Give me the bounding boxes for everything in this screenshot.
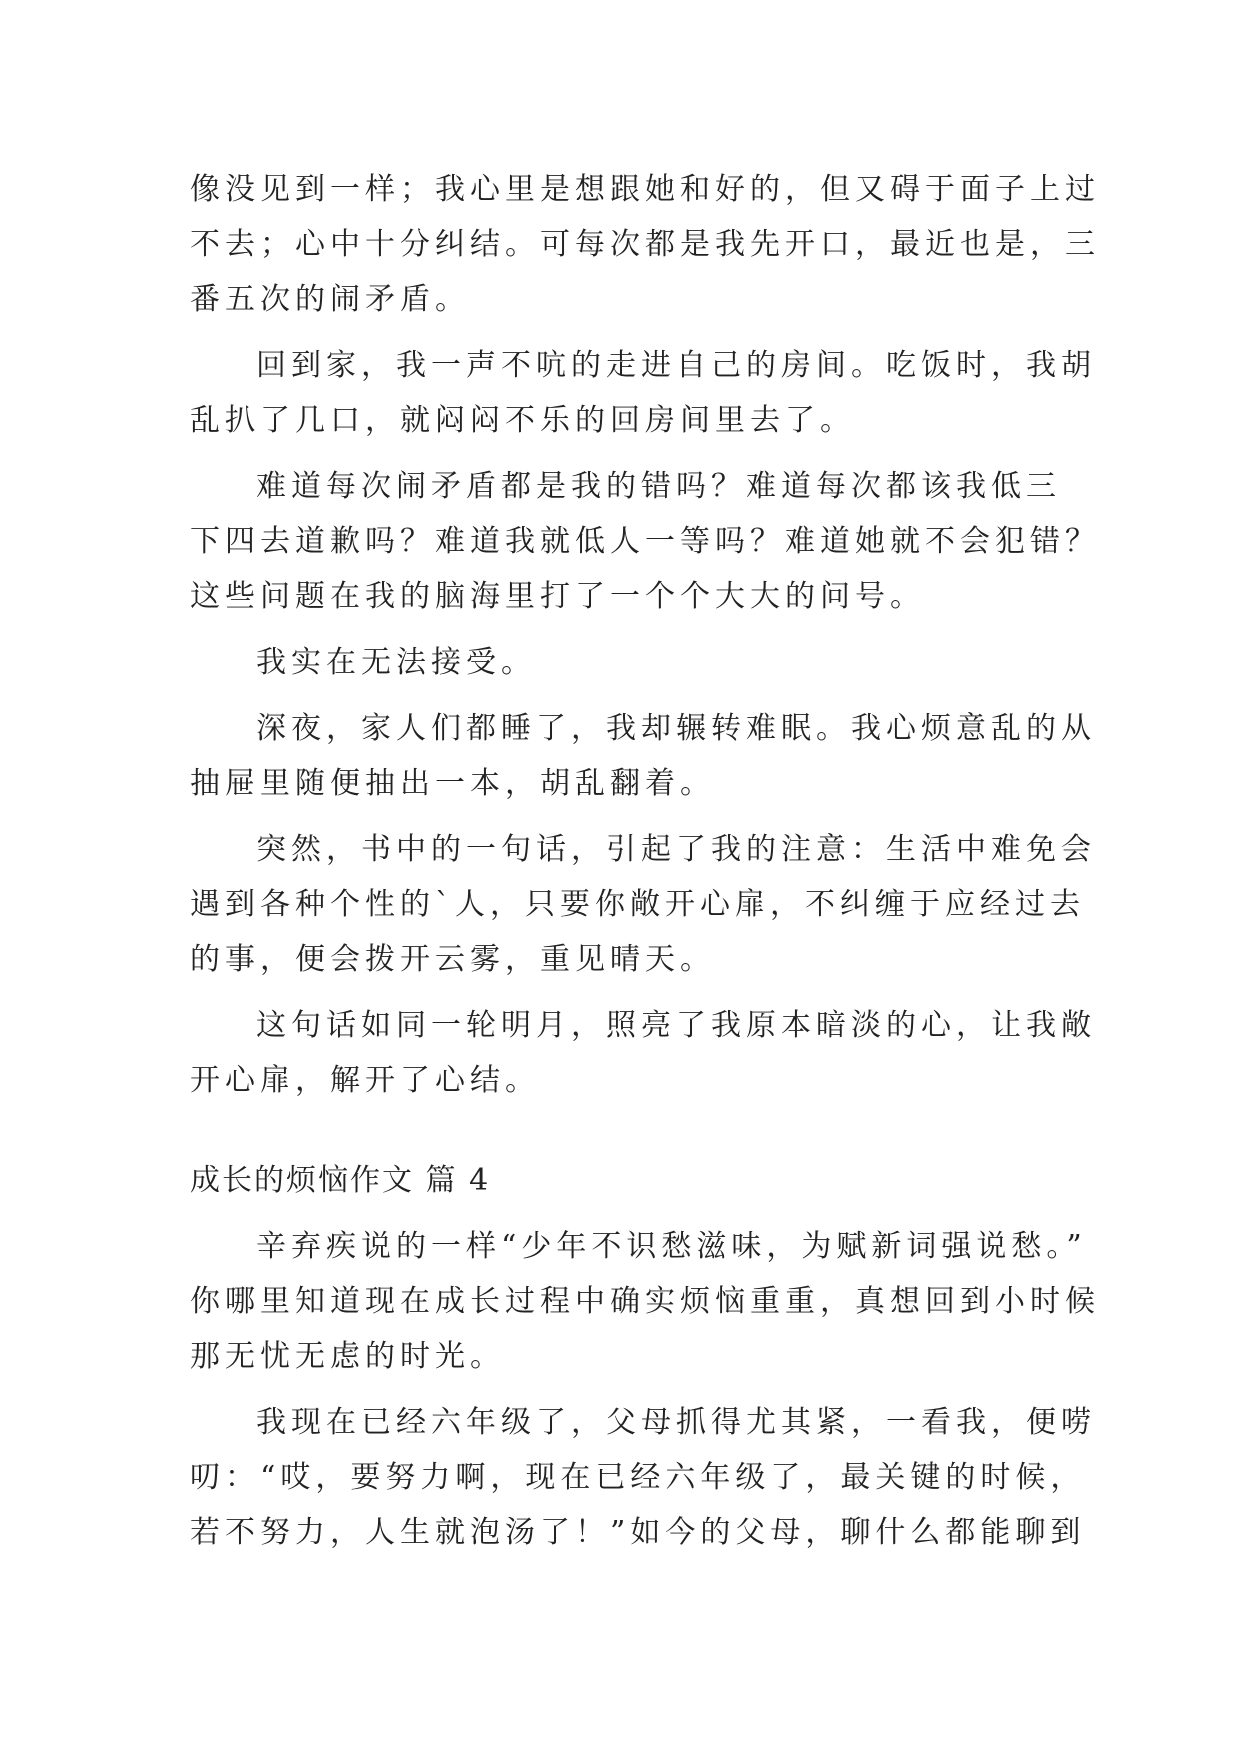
text-line: 深夜，家人们都睡了，我却辗转难眠。我心烦意乱的从 bbox=[256, 711, 1096, 746]
text-line: 乱扒了几口，就闷闷不乐的回房间里去了。 bbox=[190, 403, 855, 438]
text-line: 难道每次闹矛盾都是我的错吗？难道每次都该我低三 bbox=[256, 469, 1061, 504]
text-line: 你哪里知道现在成长过程中确实烦恼重重，真想回到小时候 bbox=[190, 1284, 1100, 1319]
text-line: 叨：“哎，要努力啊，现在已经六年级了，最关键的时候， bbox=[190, 1460, 1086, 1495]
text-line: 突然，书中的一句话，引起了我的注意：生活中难免会 bbox=[256, 832, 1096, 867]
text-line: 若不努力，人生就泡汤了！”如今的父母，聊什么都能聊到 bbox=[190, 1515, 1086, 1550]
text-line: 遇到各种个性的`人，只要你敞开心扉，不纠缠于应经过去 bbox=[190, 887, 1085, 922]
text-line: 回到家，我一声不吭的走进自己的房间。吃饭时，我胡 bbox=[256, 348, 1096, 383]
text-line: 的事，便会拨开云雾，重见晴天。 bbox=[190, 942, 715, 977]
text-line: 我实在无法接受。 bbox=[256, 645, 536, 680]
text-line: 那无忧无虑的时光。 bbox=[190, 1339, 505, 1374]
text-line: 辛弃疾说的一样“少年不识愁滋味，为赋新词强说愁。” bbox=[256, 1229, 1087, 1264]
section-heading: 成长的烦恼作文 篇 4 bbox=[190, 1163, 491, 1198]
text-line: 抽屉里随便抽出一本，胡乱翻着。 bbox=[190, 766, 715, 801]
text-line: 像没见到一样；我心里是想跟她和好的，但又碍于面子上过 bbox=[190, 172, 1100, 207]
text-line: 番五次的闹矛盾。 bbox=[190, 282, 470, 317]
text-line: 这句话如同一轮明月，照亮了我原本暗淡的心，让我敞 bbox=[256, 1008, 1096, 1043]
text-line: 下四去道歉吗？难道我就低人一等吗？难道她就不会犯错？ bbox=[190, 524, 1100, 559]
text-line: 这些问题在我的脑海里打了一个个大大的问号。 bbox=[190, 579, 925, 614]
text-line: 不去；心中十分纠结。可每次都是我先开口，最近也是，三 bbox=[190, 227, 1100, 262]
text-line: 开心扉，解开了心结。 bbox=[190, 1063, 540, 1098]
text-line: 我现在已经六年级了，父母抓得尤其紧，一看我，便唠 bbox=[256, 1405, 1096, 1440]
